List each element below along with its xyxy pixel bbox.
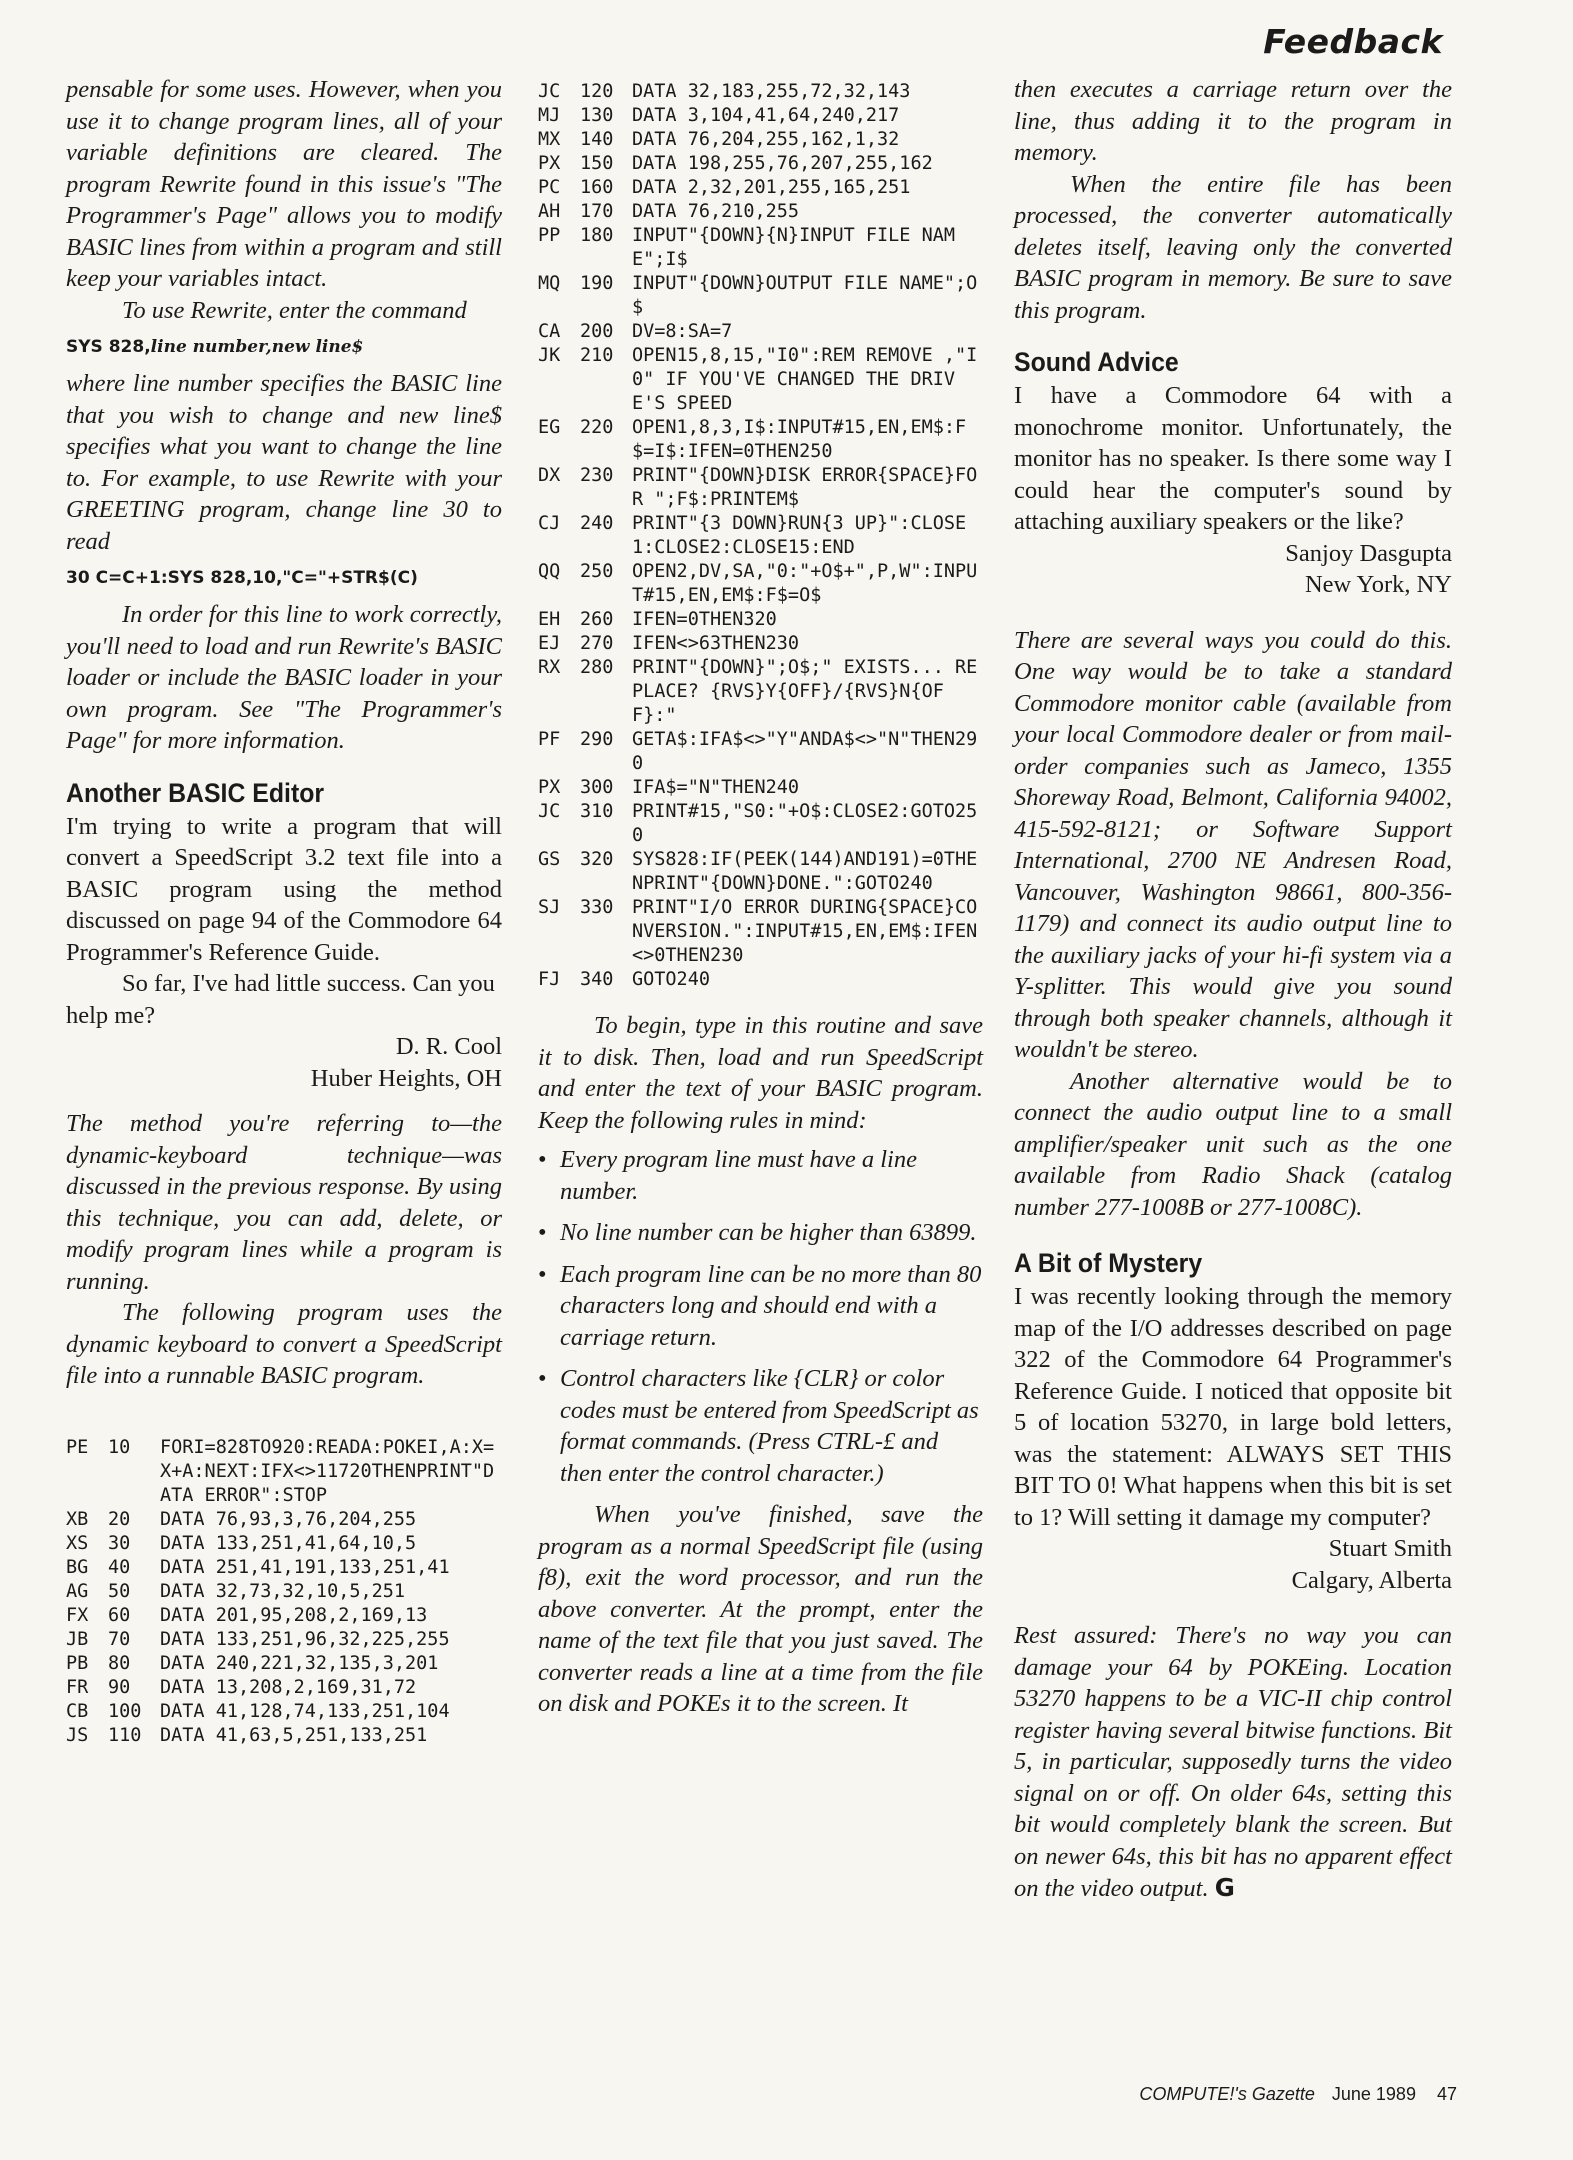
column-3: [1014, 74, 1452, 1905]
listing-line: PF 290 GETA$:IFA$<>"Y"ANDA$<>"N"THEN290: [538, 729, 978, 774]
listing-line: PE 10 FORI=828TO920:READA:POKEI,A:X=X+A:NEXT:IFX<>11720THENPRINT"DATA ERROR":STOP: [66, 1436, 495, 1506]
column-1: [66, 74, 502, 1748]
listing-line: CA 200 DV=8:SA=7: [538, 321, 733, 342]
footer-issue: June 1989: [1331, 2084, 1416, 2104]
listing-line: CJ 240 PRINT"{3 DOWN}RUN{3 UP}":CLOSE1:CLOSE2:CLOSE15:END: [538, 513, 967, 558]
listing-line: PX 150 DATA 198,255,76,207,255,162: [538, 153, 933, 174]
listing-line: MJ 130 DATA 3,104,41,64,240,217: [538, 105, 900, 126]
response-editor-2: The following program uses the dynamic keyboard to convert a SpeedScript file into a runnable BASIC program.: [66, 1299, 502, 1389]
listing-line: RX 280 PRINT"{DOWN}";O$;" EXISTS... REPLACE? {RVS}Y{OFF}/{RVS}N{OFF}:": [538, 657, 978, 726]
order-paragraph: In order for this line to work correctly, you'll need to load and run Rewrite's BASIC loader or include the BASIC loader in your own program. See "The Programmer's Page" for more information.: [66, 601, 502, 754]
footer-magazine: COMPUTE!'s Gazette: [1139, 2084, 1315, 2104]
rewrite-usage-paragraph: To use Rewrite, enter the command: [122, 296, 467, 324]
sys-command: SYS 828,line number,new line$: [66, 337, 364, 357]
begin-paragraph: To begin, type in this routine and save it to disk. Then, load and run SpeedScript and enter the text of your BASIC program. Keep the following rules in mind:: [538, 1012, 983, 1134]
listing-line: AH 170 DATA 76,210,255: [538, 201, 800, 222]
signature-name: Sanjoy Dasgupta: [1285, 539, 1452, 567]
listing-line: FX 60 DATA 201,95,208,2,169,13: [66, 1604, 428, 1626]
listing-line: PX 300 IFA$="N"THEN240: [538, 777, 800, 798]
listing-line: JK 210 OPEN15,8,15,"I0":REM REMOVE ,"I0" IF YOU'VE CHANGED THE DRIVE'S SPEED: [538, 345, 978, 414]
rules-list: [538, 1144, 983, 1489]
footer-page-number: 47: [1436, 2084, 1457, 2104]
listing-line: PC 160 DATA 2,32,201,255,165,251: [538, 177, 911, 198]
listing-line: XB 20 DATA 76,93,3,76,204,255: [66, 1508, 417, 1530]
listing-line: EJ 270 IFEN<>63THEN230: [538, 633, 800, 654]
listing-line: QQ 250 OPEN2,DV,SA,"0:"+O$+",P,W":INPUT#15,EN,EM$:F$=O$: [538, 561, 978, 606]
rule-item: • Control characters like {CLR} or color codes must be entered from SpeedScript as format commands. (Press CTRL-£ and then enter the control character.): [538, 1363, 983, 1489]
page-footer: [1139, 2084, 1457, 2105]
where-paragraph: where line number specifies the BASIC line that you wish to change and new line$ specifies what you want to change the line to. For example, to use Rewrite with your GREETING program, change line 30 to read: [66, 370, 502, 555]
listing-line: SJ 330 PRINT"I/O ERROR DURING{SPACE}CONVERSION.":INPUT#15,EN,EM$:IFEN<>0THEN230: [538, 897, 978, 966]
signature-place: Calgary, Alberta: [1291, 1566, 1452, 1594]
rule-item: • Every program line must have a line number.: [538, 1144, 983, 1207]
heading-bit-of-mystery: A Bit of Mystery: [1014, 1248, 1203, 1278]
listing-line: BG 40 DATA 251,41,191,133,251,41: [66, 1556, 450, 1578]
listing-line: CB 100 DATA 41,128,74,133,251,104: [66, 1700, 450, 1722]
heading-another-basic-editor: Another BASIC Editor: [66, 777, 325, 808]
listing-line: PB 80 DATA 240,221,32,135,3,201: [66, 1652, 439, 1674]
letter-mystery: I was recently looking through the memory map of the I/O addresses described on page 322 of the Commodore 64 Programmer's Reference Guide. I noticed that opposite bit 5 of location 53270, in large bold letters, was the statement: ALWAYS SET THIS BIT TO 0! What happens when this bit is set to 1? Will setting it damage my computer?: [1014, 1283, 1452, 1531]
signature-name: D. R. Cool: [395, 1033, 502, 1060]
listing-line: JC 120 DATA 32,183,255,72,32,143: [538, 81, 911, 102]
signature-place: Huber Heights, OH: [310, 1064, 502, 1092]
finished-paragraph: When you've finished, save the program as a normal SpeedScript file (using f8), exit the word processor, and run the above converter. At the prompt, enter the name of the text file that you just saved. The converter reads a line at a time from the file on disk and POKEs it to the screen. It: [538, 1501, 983, 1717]
program-listing-part2: [538, 80, 983, 992]
listing-line: JB 70 DATA 133,251,96,32,225,255: [66, 1628, 450, 1650]
column-2: [538, 80, 983, 1720]
listing-line: FJ 340 GOTO240: [538, 969, 710, 990]
listing-line: JC 310 PRINT#15,"S0:"+O$:CLOSE2:GOTO250: [538, 801, 978, 846]
entire-file-paragraph: When the entire file has been processed, the converter automatically deletes itself, leaving only the converted BASIC program in memory. Be sure to save this program.: [1014, 170, 1452, 324]
listing-line: MX 140 DATA 76,204,255,162,1,32: [538, 129, 900, 150]
listing-line: XS 30 DATA 133,251,41,64,10,5: [66, 1532, 417, 1554]
program-listing-part1: [66, 1436, 502, 1748]
listing-line: MQ 190 INPUT"{DOWN}OUTPUT FILE NAME";O$: [538, 273, 978, 318]
greeting-line-command: 30 C=C+1:SYS 828,10,"C="+STR$(C): [66, 568, 418, 588]
listing-line: PP 180 INPUT"{DOWN}{N}INPUT FILE NAME";I$: [538, 225, 956, 270]
end-mark-icon: G: [1214, 1873, 1235, 1902]
listing-line: EG 220 OPEN1,8,3,I$:INPUT#15,EN,EM$:F$=I$:IFEN=0THEN250: [538, 417, 967, 462]
letter-editor-2: So far, I've had little success. Can you help me?: [66, 970, 495, 1029]
rule-item: • Each program line can be no more than 80 characters long and should end with a carriage return.: [538, 1259, 983, 1354]
signature-name: Stuart Smith: [1328, 1535, 1452, 1562]
intro-paragraph: pensable for some uses. However, when you use it to change program lines, all of your variable definitions are cleared. The program Rewrite found in this issue's "The Programmer's Page" allows you to modify BASIC lines from within a program and still keep your variables intact.: [66, 76, 502, 292]
rule-item: • No line number can be higher than 63899.: [538, 1217, 983, 1249]
letter-sound: I have a Commodore 64 with a monochrome monitor. Unfortunately, the monitor has no speaker. Is there some way I could hear the computer's sound by attaching auxiliary speakers or the like?: [1014, 382, 1452, 535]
response-editor: The method you're referring to—the dynamic-keyboard technique—was discussed in the previous response. By using this technique, you can add, delete, or modify program lines while a program is running.: [66, 1110, 502, 1295]
listing-line: AG 50 DATA 32,73,32,10,5,251: [66, 1580, 406, 1602]
section-title: Feedback: [1263, 22, 1443, 61]
listing-line: GS 320 SYS828:IF(PEEK(144)AND191)=0THENPRINT"{DOWN}DONE.":GOTO240: [538, 849, 978, 894]
listing-line: DX 230 PRINT"{DOWN}DISK ERROR{SPACE}FOR ";F$:PRINTEM$: [538, 465, 978, 510]
letter-editor: I'm trying to write a program that will convert a SpeedScript 3.2 text file into a BASIC program using the method discussed on page 94 of the Commodore 64 Programmer's Reference Guide.: [66, 812, 502, 966]
listing-line: FR 90 DATA 13,208,2,169,31,72: [66, 1676, 417, 1698]
signature-place: New York, NY: [1304, 571, 1452, 598]
listing-line: JS 110 DATA 41,63,5,251,133,251: [66, 1724, 428, 1746]
response-sound: There are several ways you could do this. One way would be to take a standard Commodore monitor cable (available from your local Commodore dealer or from mail-order companies such as Jameco, 1355 Shoreway Road, Belmont, California 94002, 415-592-8121; or Software Support International, 2700 NE Andresen Road, Vancouver, Washington 98661, 800-356-1179) and connect its audio output line to the auxiliary jacks of your hi-fi system via a Y-splitter. This would give you sound through both speaker channels, although it wouldn't be stereo.: [1014, 626, 1452, 1063]
continuation-paragraph: then executes a carriage return over the line, thus adding it to the program in memory.: [1014, 76, 1452, 166]
response-mystery: Rest assured: There's no way you can damage your 64 by POKEing. Location 53270 happens to be a VIC-II chip control register having several bitwise functions. Bit 5, in particular, supposedly turns the video signal on or off. On older 64s, setting this bit would completely blank the screen. But on newer 64s, this bit has no apparent effect on the video output. G: [1014, 1622, 1452, 1902]
heading-sound-advice: Sound Advice: [1014, 347, 1179, 377]
response-sound-2: Another alternative would be to connect the audio output line to a small amplifier/speaker unit such as the one available from Radio Shack (catalog number 277-1008B or 277-1008C).: [1014, 1067, 1452, 1221]
listing-line: EH 260 IFEN=0THEN320: [538, 609, 777, 630]
